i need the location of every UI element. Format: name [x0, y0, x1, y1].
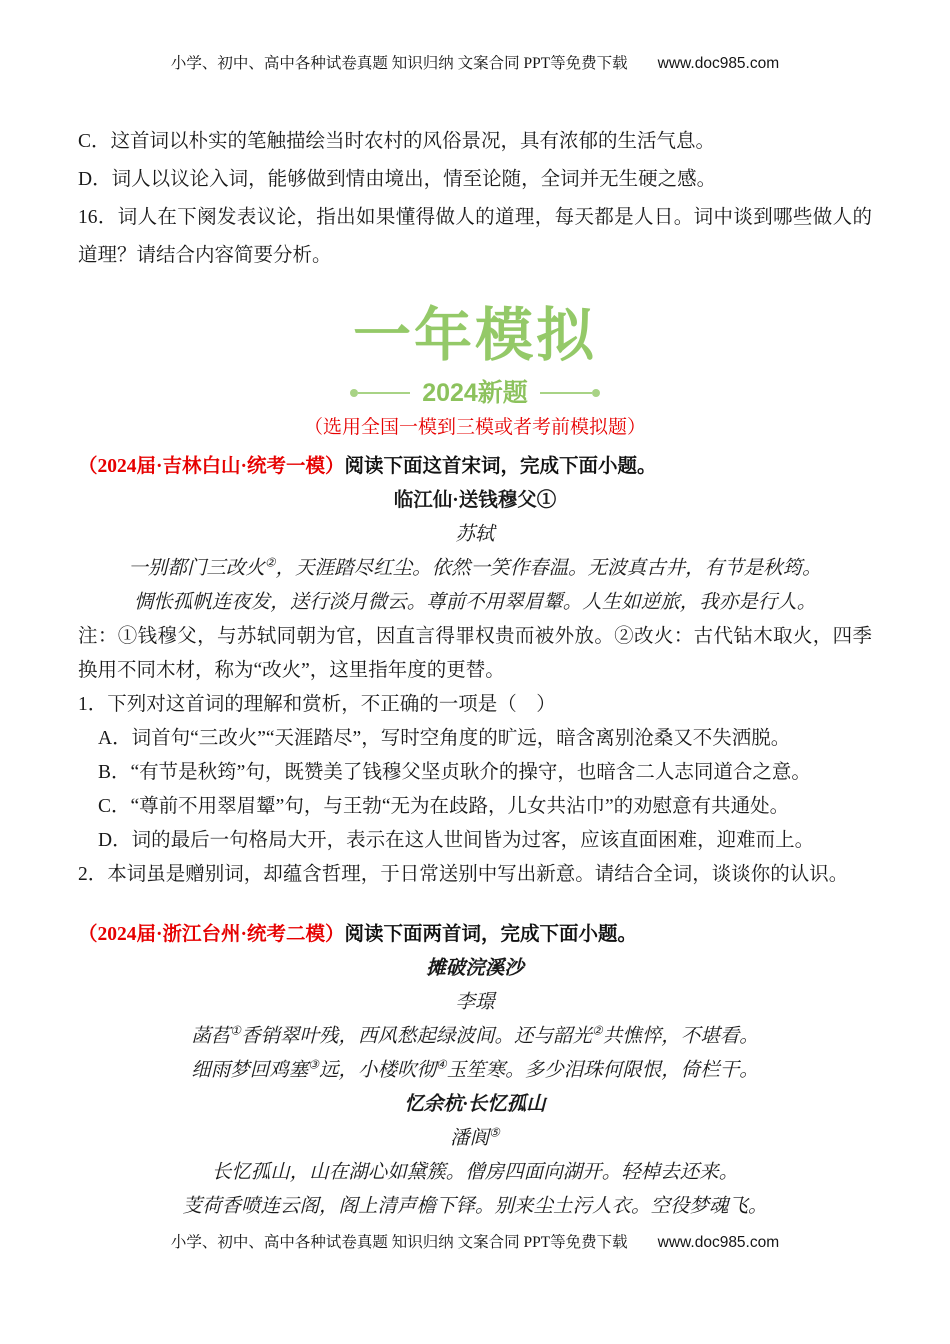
section-intro: 阅读下面两首词，完成下面小题。 — [344, 924, 638, 945]
option-d: D．词人以议论入词，能够做到情由境出，情至论随，全词并无生硬之感。 — [78, 169, 717, 190]
header-text: 小学、初中、高中各种试卷真题 知识归纳 文案合同 PPT等免费下载 — [170, 55, 628, 72]
q1-option-b: B．“有节是秋筠”句，既赞美了钱穆父坚贞耿介的操守，也暗含二人志同道合之意。 — [98, 762, 811, 783]
poem-line: 长忆孤山，山在湖心如黛簇。僧房四面向湖开。轻棹去还来。 — [211, 1162, 739, 1183]
footer-url: www.doc985.com — [657, 1234, 780, 1251]
footnote-marker: ③ — [308, 1057, 319, 1072]
banner-note: （选用全国一模到三模或者考前模拟题） — [303, 417, 646, 438]
exam-source-tag: （2024届·浙江台州·统考二模） — [78, 924, 345, 945]
q1-option-c: C．“尊前不用翠眉颦”句，与王勃“无为在歧路，儿女共沾巾”的劝慰意有共通处。 — [98, 796, 790, 817]
section-intro: 阅读下面这首宋词，完成下面小题。 — [344, 456, 657, 477]
poem-text: 玉笙寒。多少泪珠何限恨，倚栏干。 — [446, 1060, 759, 1081]
footnote-marker: ⑤ — [489, 1125, 500, 1140]
section-source-line — [78, 918, 872, 952]
poem-text: 远，小楼吹彻 — [318, 1060, 436, 1081]
mock-exam-banner — [78, 305, 872, 440]
poem-annotation: 注：①钱穆父，与苏轼同朝为官，因直言得罪权贵而被外放。②改火：古代钻木取火，四季换用不同木材，称为“改火”，这里指年度的更替。 — [78, 626, 872, 681]
poem-text: 共憔悴，不堪看。 — [602, 1026, 759, 1047]
q1-option-d: D．词的最后一句格局大开，表示在这人世间皆为过客，应该直面困难，迎难而上。 — [98, 830, 815, 851]
footer-text: 小学、初中、高中各种试卷真题 知识归纳 文案合同 PPT等免费下载 — [170, 1234, 628, 1251]
poem-text: 菡萏 — [191, 1026, 231, 1047]
left-dash-ornament — [358, 392, 410, 394]
poem-text: 细雨梦回鸡塞 — [191, 1060, 309, 1081]
banner-subtitle-row — [78, 380, 872, 406]
poem-text: 一别都门三改火 — [128, 558, 265, 579]
poem-text: ，天涯踏尽红尘。依然一笑作春温。无波真古井，有节是秋筠。 — [275, 558, 822, 579]
poem-title: 临江仙·送钱穆父① — [393, 490, 557, 511]
section-jilin-baishan — [78, 450, 872, 892]
footnote-marker: ② — [264, 555, 276, 570]
document-content — [78, 123, 872, 1252]
poet-text: 潘阆 — [450, 1128, 490, 1149]
poem-title: 忆余杭·长忆孤山 — [404, 1094, 546, 1115]
banner-title: 一年模拟 — [352, 303, 597, 368]
page-header — [0, 0, 950, 73]
question-16: 16．词人在下阕发表议论，指出如果懂得做人的道理，每天都是人日。词中谈到哪些做人的道理？请结合内容简要分析。 — [78, 207, 872, 266]
footnote-marker: ② — [592, 1023, 603, 1038]
right-dash-ornament — [540, 392, 592, 394]
right-dot-ornament — [592, 389, 600, 397]
question-1: 1．下列对这首词的理解和赏析，不正确的一项是（ ） — [78, 694, 556, 715]
poem-title: 摊破浣溪沙 — [426, 958, 524, 979]
option-c: C．这首词以朴实的笔触描绘当时农村的风俗景况，具有浓郁的生活气息。 — [78, 131, 716, 152]
poet-name — [78, 1122, 872, 1156]
q1-option-a: A．词首句“三改火”“天涯踏尽”，写时空角度的旷远，暗含离别沧桑又不失洒脱。 — [98, 728, 791, 749]
poet-name: 苏轼 — [455, 524, 495, 545]
poem-line — [78, 1020, 872, 1054]
left-dot-ornament — [350, 389, 358, 397]
poem-line: 惆怅孤帆连夜发，送行淡月微云。尊前不用翠眉颦。人生如逆旅，我亦是行人。 — [133, 592, 817, 613]
question-1-options — [78, 722, 872, 858]
page-footer — [78, 1230, 872, 1252]
header-url: www.doc985.com — [657, 55, 780, 72]
footnote-marker: ④ — [436, 1057, 447, 1072]
section-zhejiang-taizhou — [78, 918, 872, 1224]
banner-subtitle: 2024新题 — [422, 379, 528, 407]
footnote-marker: ① — [230, 1023, 241, 1038]
section-source-line — [78, 450, 872, 484]
poem-line — [78, 1054, 872, 1088]
exam-source-tag: （2024届·吉林白山·统考一模） — [78, 456, 345, 477]
poem-line: 芰荷香喷连云阁，阁上清声檐下铎。别来尘土污人衣。空役梦魂飞。 — [182, 1196, 768, 1217]
question-2: 2．本词虽是赠别词，却蕴含哲理，于日常送别中写出新意。请结合全词，谈谈你的认识。 — [78, 864, 849, 885]
previous-question-block — [78, 123, 872, 275]
poem-line — [78, 552, 872, 586]
poem-text: 香销翠叶残，西风愁起绿波间。还与韶光 — [240, 1026, 592, 1047]
poet-name: 李璟 — [455, 992, 495, 1013]
